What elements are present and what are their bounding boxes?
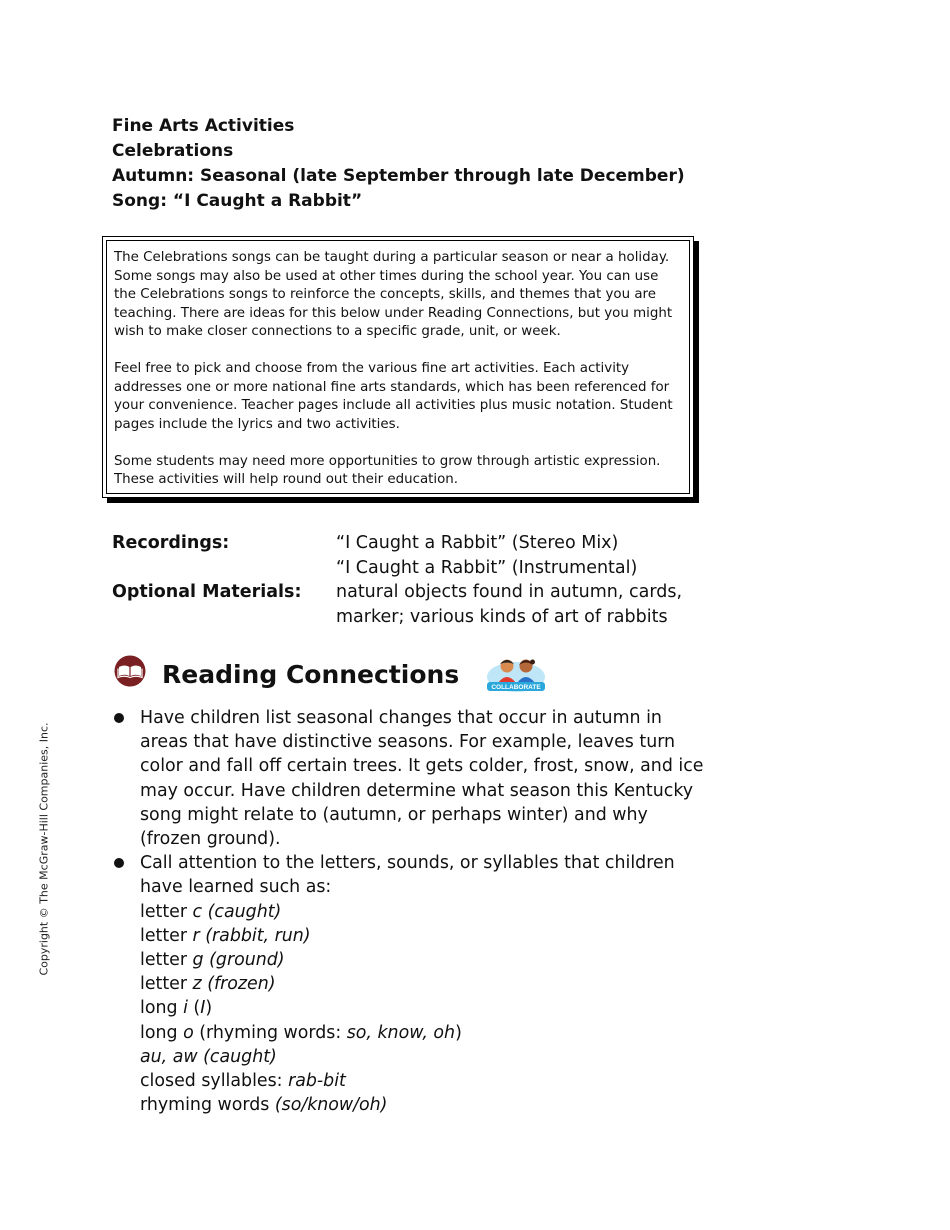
phonics-closed-syllables <box>140 1069 692 1093</box>
reading-connections-title: Reading Connections <box>162 660 460 689</box>
phonics-prefix: long <box>140 1022 184 1043</box>
phonics-prefix: rhyming words <box>140 1095 275 1116</box>
phonics-punct: ) <box>455 1022 462 1043</box>
info-paragraph-1: The Celebrations songs can be taught during a particular season or near a holiday. Some songs may also be used at other times during the school year. You can use the Celebrations songs to reinforce the concepts, skills, and themes that you are teaching. There are ideas for this below under Reading Connections, but you might wish to make closer connections to a specific grade, unit, or week. <box>114 250 673 339</box>
phonics-example: rab-bit <box>288 1071 346 1092</box>
header-line-celebrations: Celebrations <box>112 141 234 161</box>
phonics-example: so, know, oh <box>346 1022 456 1043</box>
phonics-example: o <box>183 1022 194 1043</box>
phonics-letter-g <box>140 948 692 972</box>
optional-materials-line-2: marker; various kinds of art of rabbits <box>336 606 668 627</box>
bullet1-line: color and fall off certain trees. It gets colder, frost, snow, and ice <box>140 756 704 777</box>
phonics-example: g (ground) <box>192 950 285 971</box>
header-line-fine-arts: Fine Arts Activities <box>112 116 295 136</box>
phonics-prefix: letter <box>140 950 193 971</box>
bullet1-line: Have children list seasonal changes that occur in autumn in <box>140 708 662 728</box>
phonics-long-o <box>140 1021 692 1045</box>
phonics-punct: ( <box>187 998 201 1019</box>
bullet2-intro: Call attention to the letters, sounds, or syllables that children <box>140 853 675 874</box>
materials-section <box>112 531 682 629</box>
phonics-prefix: letter <box>140 925 193 946</box>
bullet1-line: song might relate to (autumn, or perhaps winter) and why <box>140 804 648 825</box>
reading-connections-list <box>112 706 704 1117</box>
phonics-example: au, aw (caught) <box>140 1046 277 1067</box>
phonics-example: (so/know/oh) <box>274 1095 388 1116</box>
bullet-icon <box>114 713 124 723</box>
copyright-notice: Copyright © The McGraw-Hill Companies, Inc. <box>37 722 51 976</box>
info-paragraph-2: Feel free to pick and choose from the various fine art activities. Each activity addresses one or more national fine arts standards, which has been referenced for your convenience. Teacher pages include all activities plus music notation. Student pages include the lyrics and two activities. <box>114 361 673 432</box>
phonics-letter-z <box>140 972 692 996</box>
collaborate-icon <box>484 653 548 693</box>
info-paragraph-3: Some students may need more opportunities to grow through artistic expression. These activities will help round out their education. <box>114 453 661 487</box>
phonics-example: i <box>183 998 188 1019</box>
list-item-seasonal-changes <box>112 706 704 851</box>
open-book-icon <box>114 655 146 687</box>
phonics-example: c (caught) <box>192 901 282 922</box>
intro-info-box <box>102 236 694 498</box>
bullet1-line: (frozen ground). <box>140 829 281 850</box>
phonics-prefix: long <box>140 998 184 1019</box>
collaborate-label: COLLABORATE <box>491 684 541 691</box>
info-box-inner <box>106 240 690 494</box>
phonics-letter-r <box>140 924 692 948</box>
list-item-letters-sounds <box>112 851 692 1117</box>
phonics-prefix: letter <box>140 974 193 995</box>
recording-stereo-mix: “I Caught a Rabbit” (Stereo Mix) <box>336 533 619 553</box>
phonics-au-aw <box>140 1045 692 1069</box>
phonics-example: z (frozen) <box>192 974 276 995</box>
bullet1-line: areas that have distinctive seasons. For example, leaves turn <box>140 732 676 753</box>
recording-instrumental: “I Caught a Rabbit” (Instrumental) <box>336 557 638 578</box>
phonics-prefix: letter <box>140 901 193 922</box>
optional-materials-label: Optional Materials: <box>112 582 302 602</box>
recordings-label: Recordings: <box>112 533 230 553</box>
phonics-long-i <box>140 996 692 1020</box>
bullet1-line: may occur. Have children determine what season this Kentucky <box>140 780 694 801</box>
bullet-icon <box>114 858 124 868</box>
bullet2-intro: have learned such as: <box>140 877 332 898</box>
phonics-punct: ) <box>205 998 213 1019</box>
header-line-season: Autumn: Seasonal (late September through late December) <box>112 166 685 186</box>
phonics-prefix: closed syllables: <box>140 1071 289 1092</box>
page-header <box>112 114 685 214</box>
header-line-song: Song: “I Caught a Rabbit” <box>112 191 363 211</box>
phonics-rhyming-words <box>140 1093 692 1117</box>
phonics-punct: (rhyming words: <box>193 1022 347 1043</box>
phonics-example: r (rabbit, run) <box>192 925 311 946</box>
phonics-example: I <box>200 998 206 1019</box>
phonics-letter-c <box>140 900 692 924</box>
optional-materials-line-1: natural objects found in autumn, cards, <box>336 582 683 602</box>
